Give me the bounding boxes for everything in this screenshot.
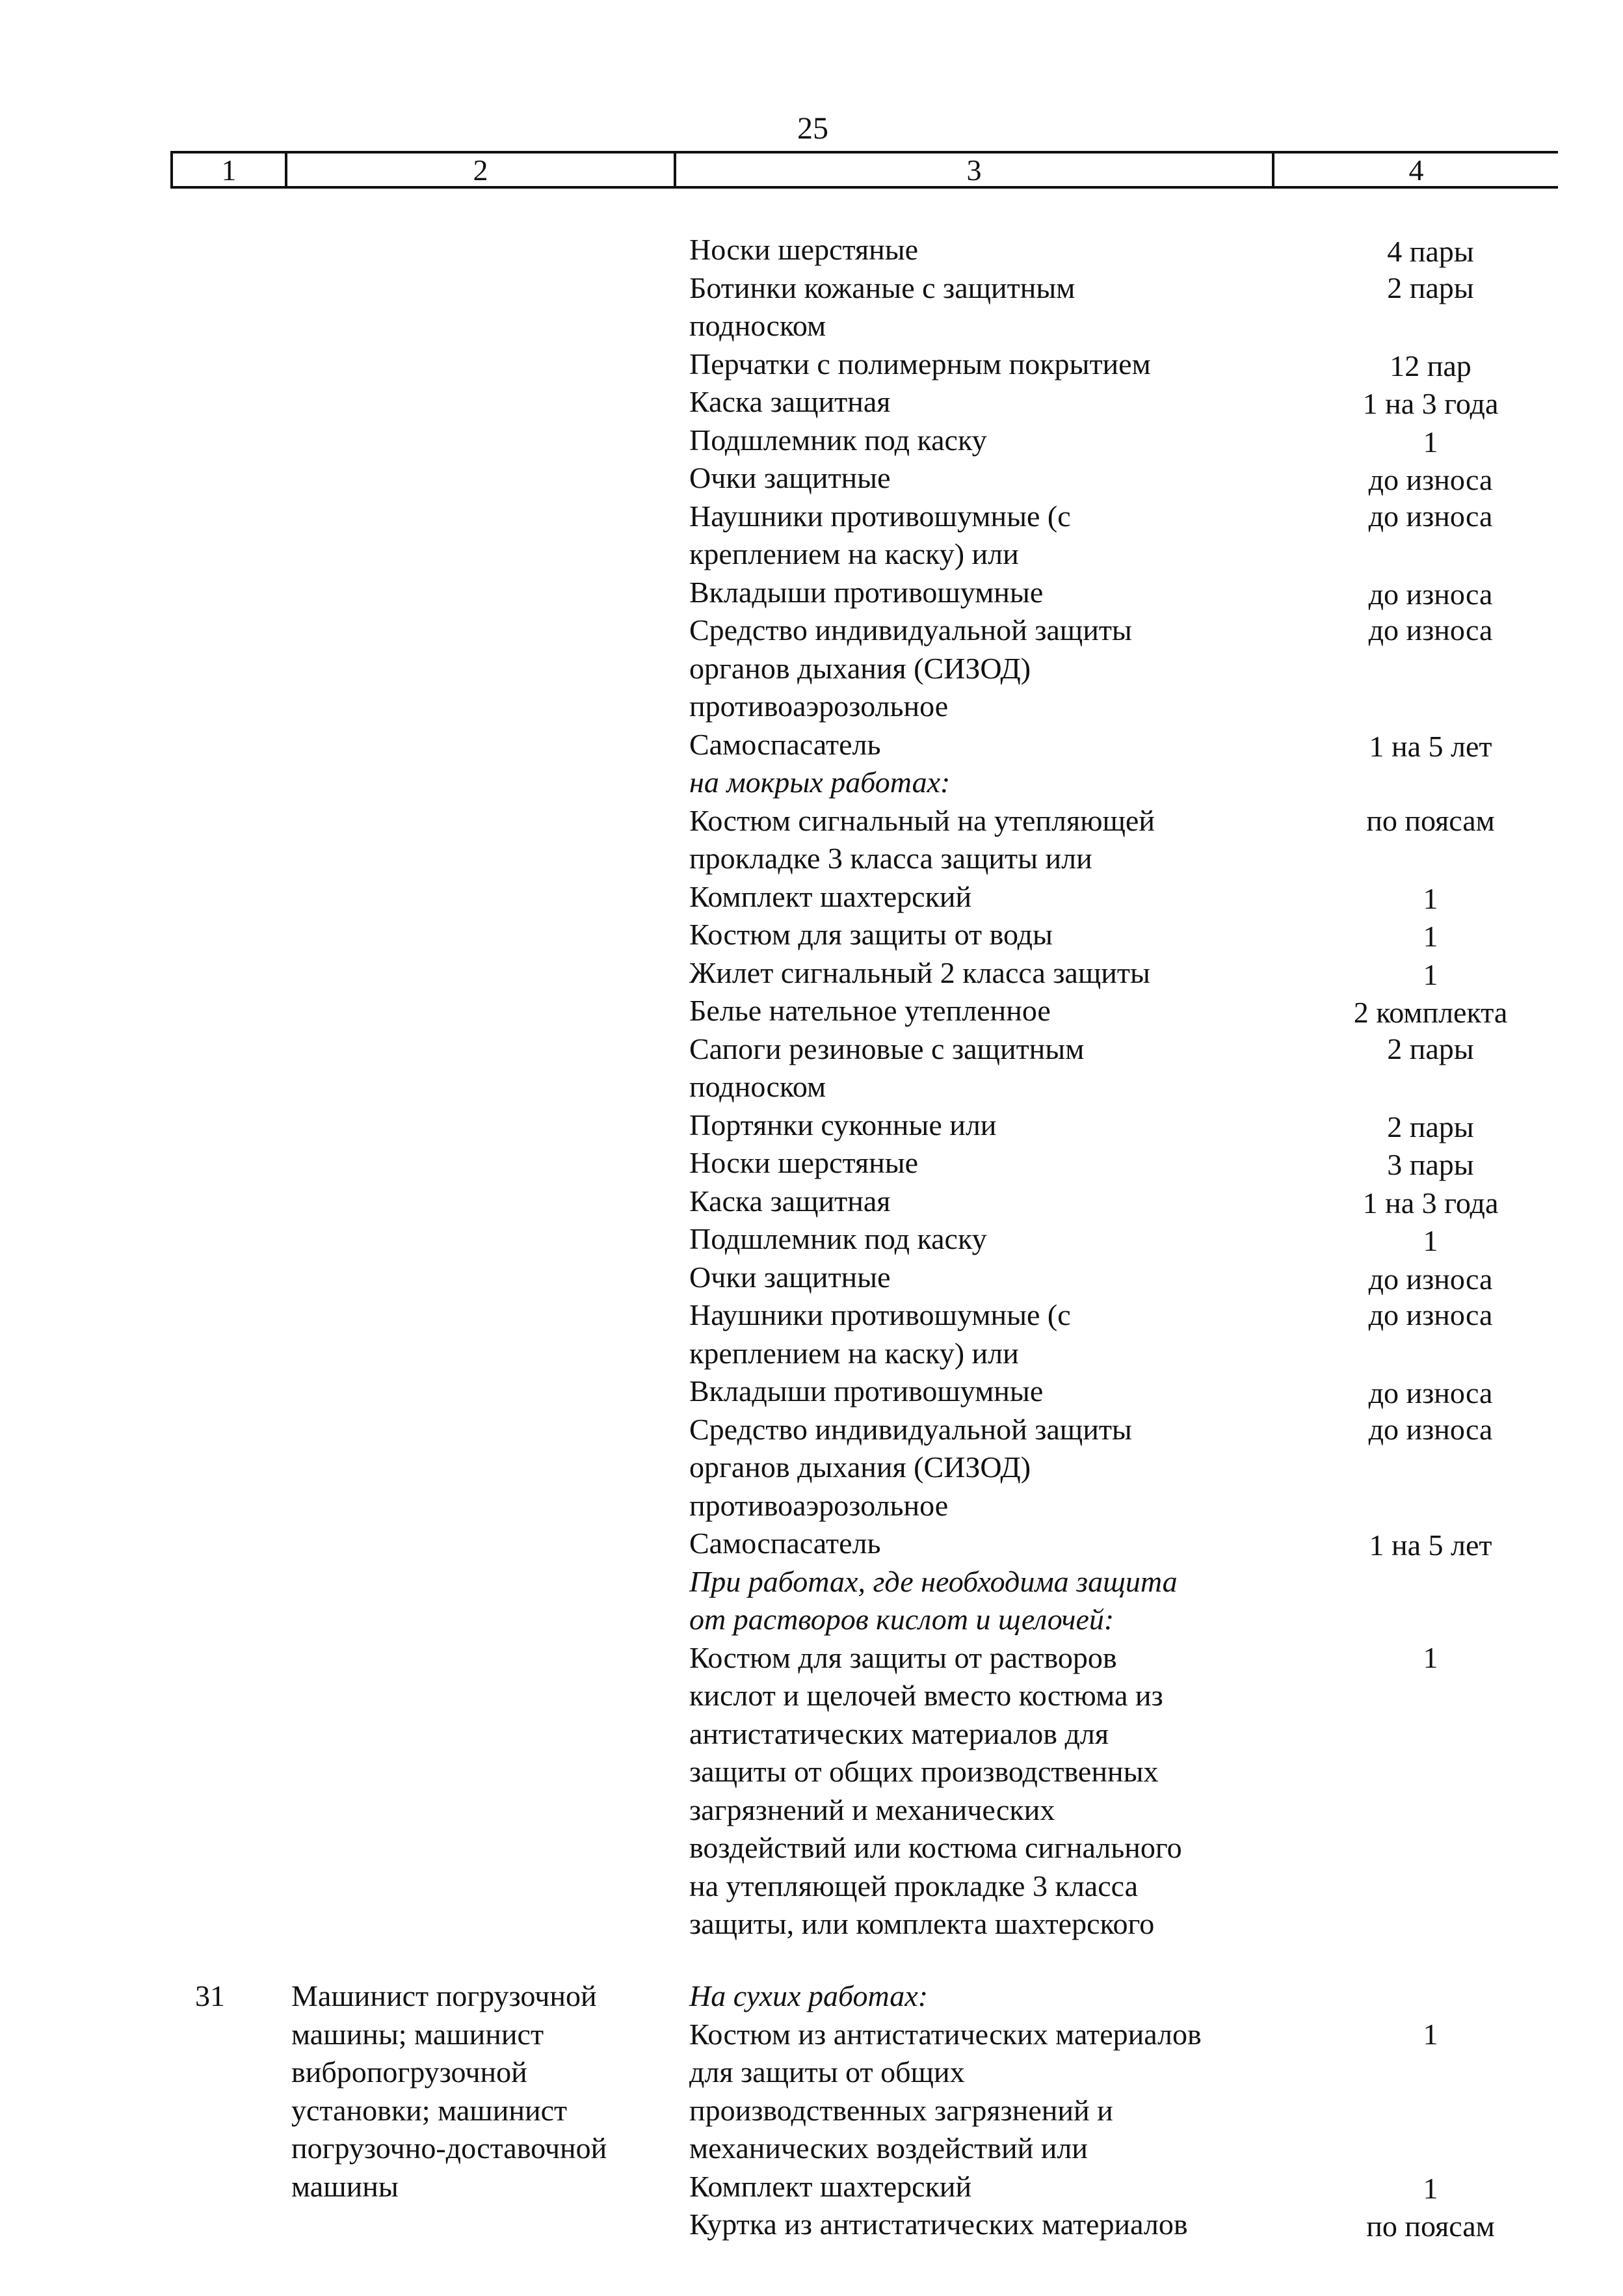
acid-item-name: Костюм для защиты от растворов: [689, 1641, 1117, 1674]
profession-name: вибропогрузочной: [291, 2055, 527, 2089]
acid-item-quantity: 1: [1423, 1641, 1438, 1674]
row31-item-quantity: по поясам: [1366, 2209, 1495, 2243]
page-number: 25: [797, 111, 828, 146]
section2-item-name: Белье нательное утепленное: [689, 994, 1051, 1027]
acid-item-name: защиты, или комплекта шахтерского: [689, 1907, 1155, 1940]
section2-item-name: Средство индивидуальной защиты: [689, 1413, 1132, 1446]
section2-item-name: Подшлемник под каску: [689, 1222, 987, 1255]
section2-item-quantity: 1: [1423, 958, 1438, 991]
acid-item-name: загрязнений и механических: [689, 1793, 1055, 1826]
header-col-1: 1: [170, 154, 287, 186]
section2-item-name: Комплект шахтерский: [689, 880, 972, 913]
section2-item-quantity: до износа: [1368, 1298, 1493, 1331]
section2-item-quantity: 1: [1423, 1224, 1438, 1257]
section1-item-name: Перчатки с полимерным покрытием: [689, 347, 1151, 380]
acid-item-name: на утепляющей прокладке 3 класса: [689, 1869, 1138, 1902]
section2-item-name: органов дыхания (СИЗОД): [689, 1450, 1031, 1484]
section1-item-quantity: 2 пары: [1387, 271, 1474, 304]
section2-item-quantity: 1: [1423, 920, 1438, 953]
section2-item-name: креплением на каску) или: [689, 1337, 1019, 1370]
section1-item-quantity: 1: [1423, 425, 1438, 459]
section1-item-name: Очки защитные: [689, 461, 891, 494]
section1-item-name: креплением на каску) или: [689, 537, 1019, 570]
section1-item-quantity: 1 на 3 года: [1362, 387, 1499, 420]
section2-item-name: Костюм для защиты от воды: [689, 918, 1053, 951]
row31-item-name: механических воздействий или: [689, 2131, 1088, 2165]
section1-item-quantity: 4 пары: [1387, 235, 1474, 268]
row31-item-name: Куртка из антистатических материалов: [689, 2208, 1188, 2241]
table-header-row: [170, 151, 1558, 189]
section2-item-name: Самоспасатель: [689, 1527, 881, 1560]
section2-item-quantity: до износа: [1368, 1376, 1493, 1409]
section2-item-quantity: 1 на 3 года: [1362, 1186, 1499, 1220]
header-col-3: 3: [676, 154, 1274, 186]
section2-item-name: Носки шерстяные: [689, 1146, 919, 1179]
acid-item-name: защиты от общих производственных: [689, 1755, 1159, 1788]
section2-item-quantity: 1 на 5 лет: [1369, 1528, 1492, 1562]
section1-item-name: противоаэрозольное: [689, 689, 949, 723]
dry-work-heading: На сухих работах:: [689, 1979, 929, 2012]
profession-name: установки; машинист: [291, 2094, 568, 2127]
acid-item-name: воздействий или костюма сигнального: [689, 1831, 1182, 1864]
section1-item-quantity: до износа: [1368, 500, 1493, 533]
acid-work-heading: от растворов кислот и щелочей:: [689, 1603, 1115, 1636]
section1-item-name: Наушники противошумные (с: [689, 500, 1071, 533]
header-col-2: 2: [287, 154, 676, 186]
section2-item-name: прокладке 3 класса защиты или: [689, 842, 1092, 875]
profession-name: Машинист погрузочной: [291, 1979, 597, 2012]
section1-item-quantity: 12 пар: [1390, 349, 1471, 382]
section2-item-quantity: до износа: [1368, 1262, 1493, 1296]
section1-item-name: органов дыхания (СИЗОД): [689, 652, 1031, 685]
section1-item-name: Ботинки кожаные с защитным: [689, 271, 1075, 304]
section2-item-name: Жилет сигнальный 2 класса защиты: [689, 956, 1150, 989]
section1-item-quantity: 1 на 5 лет: [1369, 730, 1492, 763]
acid-item-name: антистатических материалов для: [689, 1717, 1109, 1750]
acid-work-heading: При работах, где необходима защита: [689, 1565, 1178, 1598]
section2-item-name: Каска защитная: [689, 1184, 891, 1218]
section2-item-name: Костюм сигнальный на утепляющей: [689, 804, 1155, 837]
section1-item-quantity: до износа: [1368, 463, 1493, 496]
section2-item-quantity: до износа: [1368, 1413, 1493, 1446]
profession-name: машины; машинист: [291, 2018, 544, 2051]
section2-item-quantity: 2 пары: [1387, 1032, 1474, 1065]
section2-item-name: противоаэрозольное: [689, 1489, 949, 1522]
row31-item-name: производственных загрязнений и: [689, 2094, 1113, 2127]
header-col-4: 4: [1408, 153, 1424, 187]
row31-item-name: Костюм из антистатических материалов: [689, 2018, 1202, 2051]
section2-item-name: Наушники противошумные (с: [689, 1298, 1071, 1331]
section1-item-name: подноском: [689, 309, 826, 342]
profession-name: погрузочно-доставочной: [291, 2131, 607, 2165]
section2-item-quantity: 3 пары: [1387, 1148, 1474, 1181]
row31-item-quantity: 1: [1423, 2018, 1438, 2051]
section1-item-name: Каска защитная: [689, 385, 891, 418]
section2-item-name: Портянки суконные или: [689, 1108, 997, 1141]
section2-item-name: Сапоги резиновые с защитным: [689, 1032, 1085, 1065]
section1-item-name: Носки шерстяные: [689, 233, 919, 266]
section2-item-quantity: по поясам: [1366, 804, 1495, 837]
section2-item-name: Очки защитные: [689, 1261, 891, 1294]
section2-item-name: Вкладыши противошумные: [689, 1374, 1044, 1408]
section1-item-name: Самоспасатель: [689, 728, 881, 761]
wet-work-heading: на мокрых работах:: [689, 766, 951, 799]
section1-item-name: Подшлемник под каску: [689, 423, 987, 457]
section2-item-quantity: 2 пары: [1387, 1110, 1474, 1143]
section1-item-name: Вкладыши противошумные: [689, 576, 1044, 609]
row31-item-name: Комплект шахтерский: [689, 2170, 972, 2203]
profession-name: машины: [291, 2170, 399, 2203]
section1-item-quantity: до износа: [1368, 613, 1493, 647]
acid-item-name: кислот и щелочей вместо костюма из: [689, 1679, 1163, 1712]
section2-item-name: подноском: [689, 1070, 826, 1103]
row-number: 31: [195, 1979, 225, 2012]
section2-item-quantity: 1: [1423, 882, 1438, 915]
section1-item-name: Средство индивидуальной защиты: [689, 613, 1132, 647]
section2-item-quantity: 2 комплекта: [1353, 996, 1508, 1029]
section1-item-quantity: до износа: [1368, 578, 1493, 611]
row31-item-name: для защиты от общих: [689, 2055, 965, 2089]
row31-item-quantity: 1: [1423, 2172, 1438, 2205]
